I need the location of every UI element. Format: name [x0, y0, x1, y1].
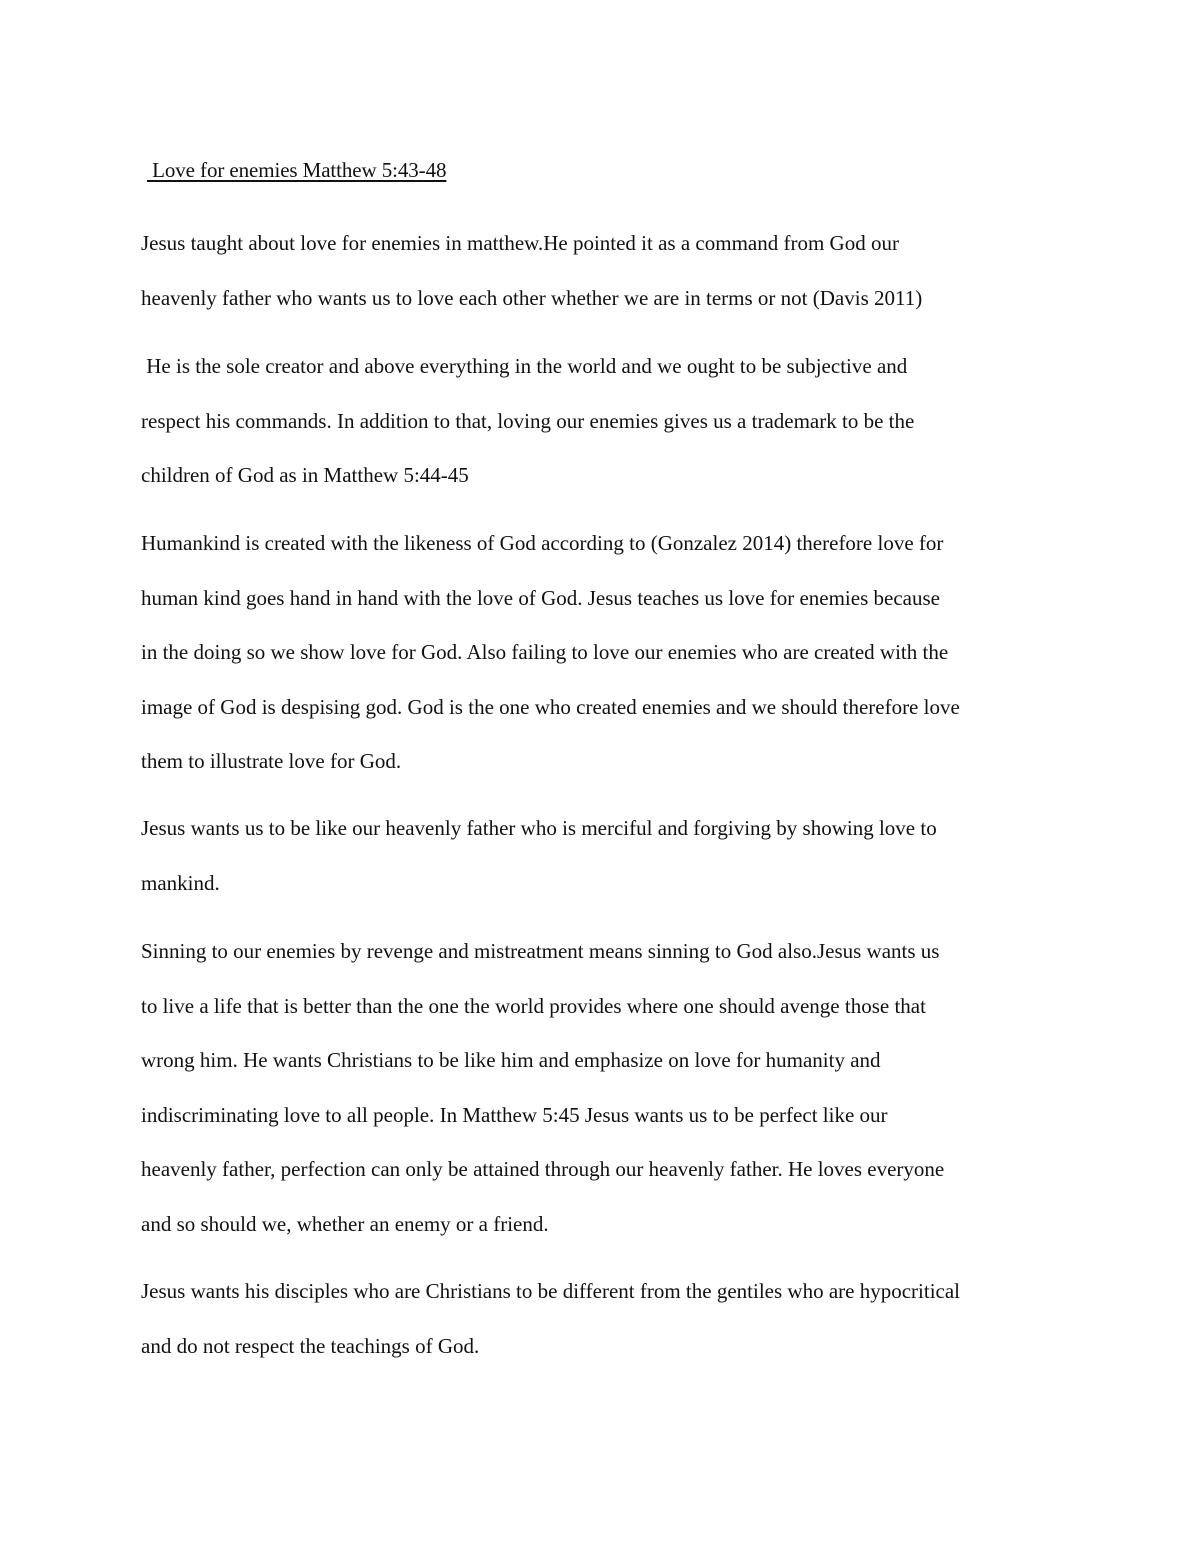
paragraph-line: heavenly father, perfection can only be attained through our heavenly father. He loves everyone	[141, 1157, 945, 1181]
paragraph-line: them to illustrate love for God.	[141, 749, 402, 773]
paragraph-line: heavenly father who wants us to love each other whether we are in terms or not (Davis 2011)	[141, 285, 923, 310]
paragraph-line: indiscriminating love to all people. In Matthew 5:45 Jesus wants us to be perfect like our	[141, 1102, 888, 1127]
paragraph-4	[141, 813, 1081, 922]
paragraph-line: and so should we, whether an enemy or a friend.	[141, 1211, 549, 1236]
paragraph-5	[141, 936, 1081, 1263]
paragraph-line: Sinning to our enemies by revenge and mistreatment means sinning to God also.Jesus wants us	[141, 939, 940, 963]
paragraph-line: He is the sole creator and above everything in the world and we ought to be subjective and	[141, 354, 908, 378]
paragraph-line: Jesus taught about love for enemies in matthew.He pointed it as a command from God our	[141, 231, 899, 255]
paragraph-line: Jesus wants his disciples who are Christians to be different from the gentiles who are hypocritical	[141, 1279, 960, 1303]
paragraph-line: human kind goes hand in hand with the love of God. Jesus teaches us love for enemies because	[141, 585, 940, 610]
paragraph-line: Jesus wants us to be like our heavenly father who is merciful and forgiving by showing love to	[141, 816, 937, 840]
paragraph-line: Humankind is created with the likeness of God according to (Gonzalez 2014) therefore love for	[141, 531, 944, 555]
paragraph-1	[141, 228, 1081, 337]
paragraph-line: children of God as in Matthew 5:44-45	[141, 463, 469, 487]
paragraph-line: to live a life that is better than the one the world provides where one should avenge those that	[141, 993, 926, 1018]
paragraph-line: in the doing so we show love for God. Also failing to love our enemies who are created with the	[141, 640, 949, 664]
paragraph-line: mankind.	[141, 870, 220, 895]
paragraph-line: image of God is despising god. God is the one who created enemies and we should therefore love	[141, 694, 960, 719]
paragraph-line: wrong him. He wants Christians to be like him and emphasize on love for humanity and	[141, 1048, 881, 1072]
document-title: Love for enemies Matthew 5:43-48	[147, 158, 447, 182]
paragraph-6	[141, 1276, 1081, 1385]
paragraph-2	[141, 351, 1081, 515]
paragraph-line: and do not respect the teachings of God.	[141, 1333, 480, 1358]
paragraph-line: respect his commands. In addition to that, loving our enemies gives us a trademark to be the	[141, 408, 915, 433]
paragraph-3	[141, 528, 1081, 801]
